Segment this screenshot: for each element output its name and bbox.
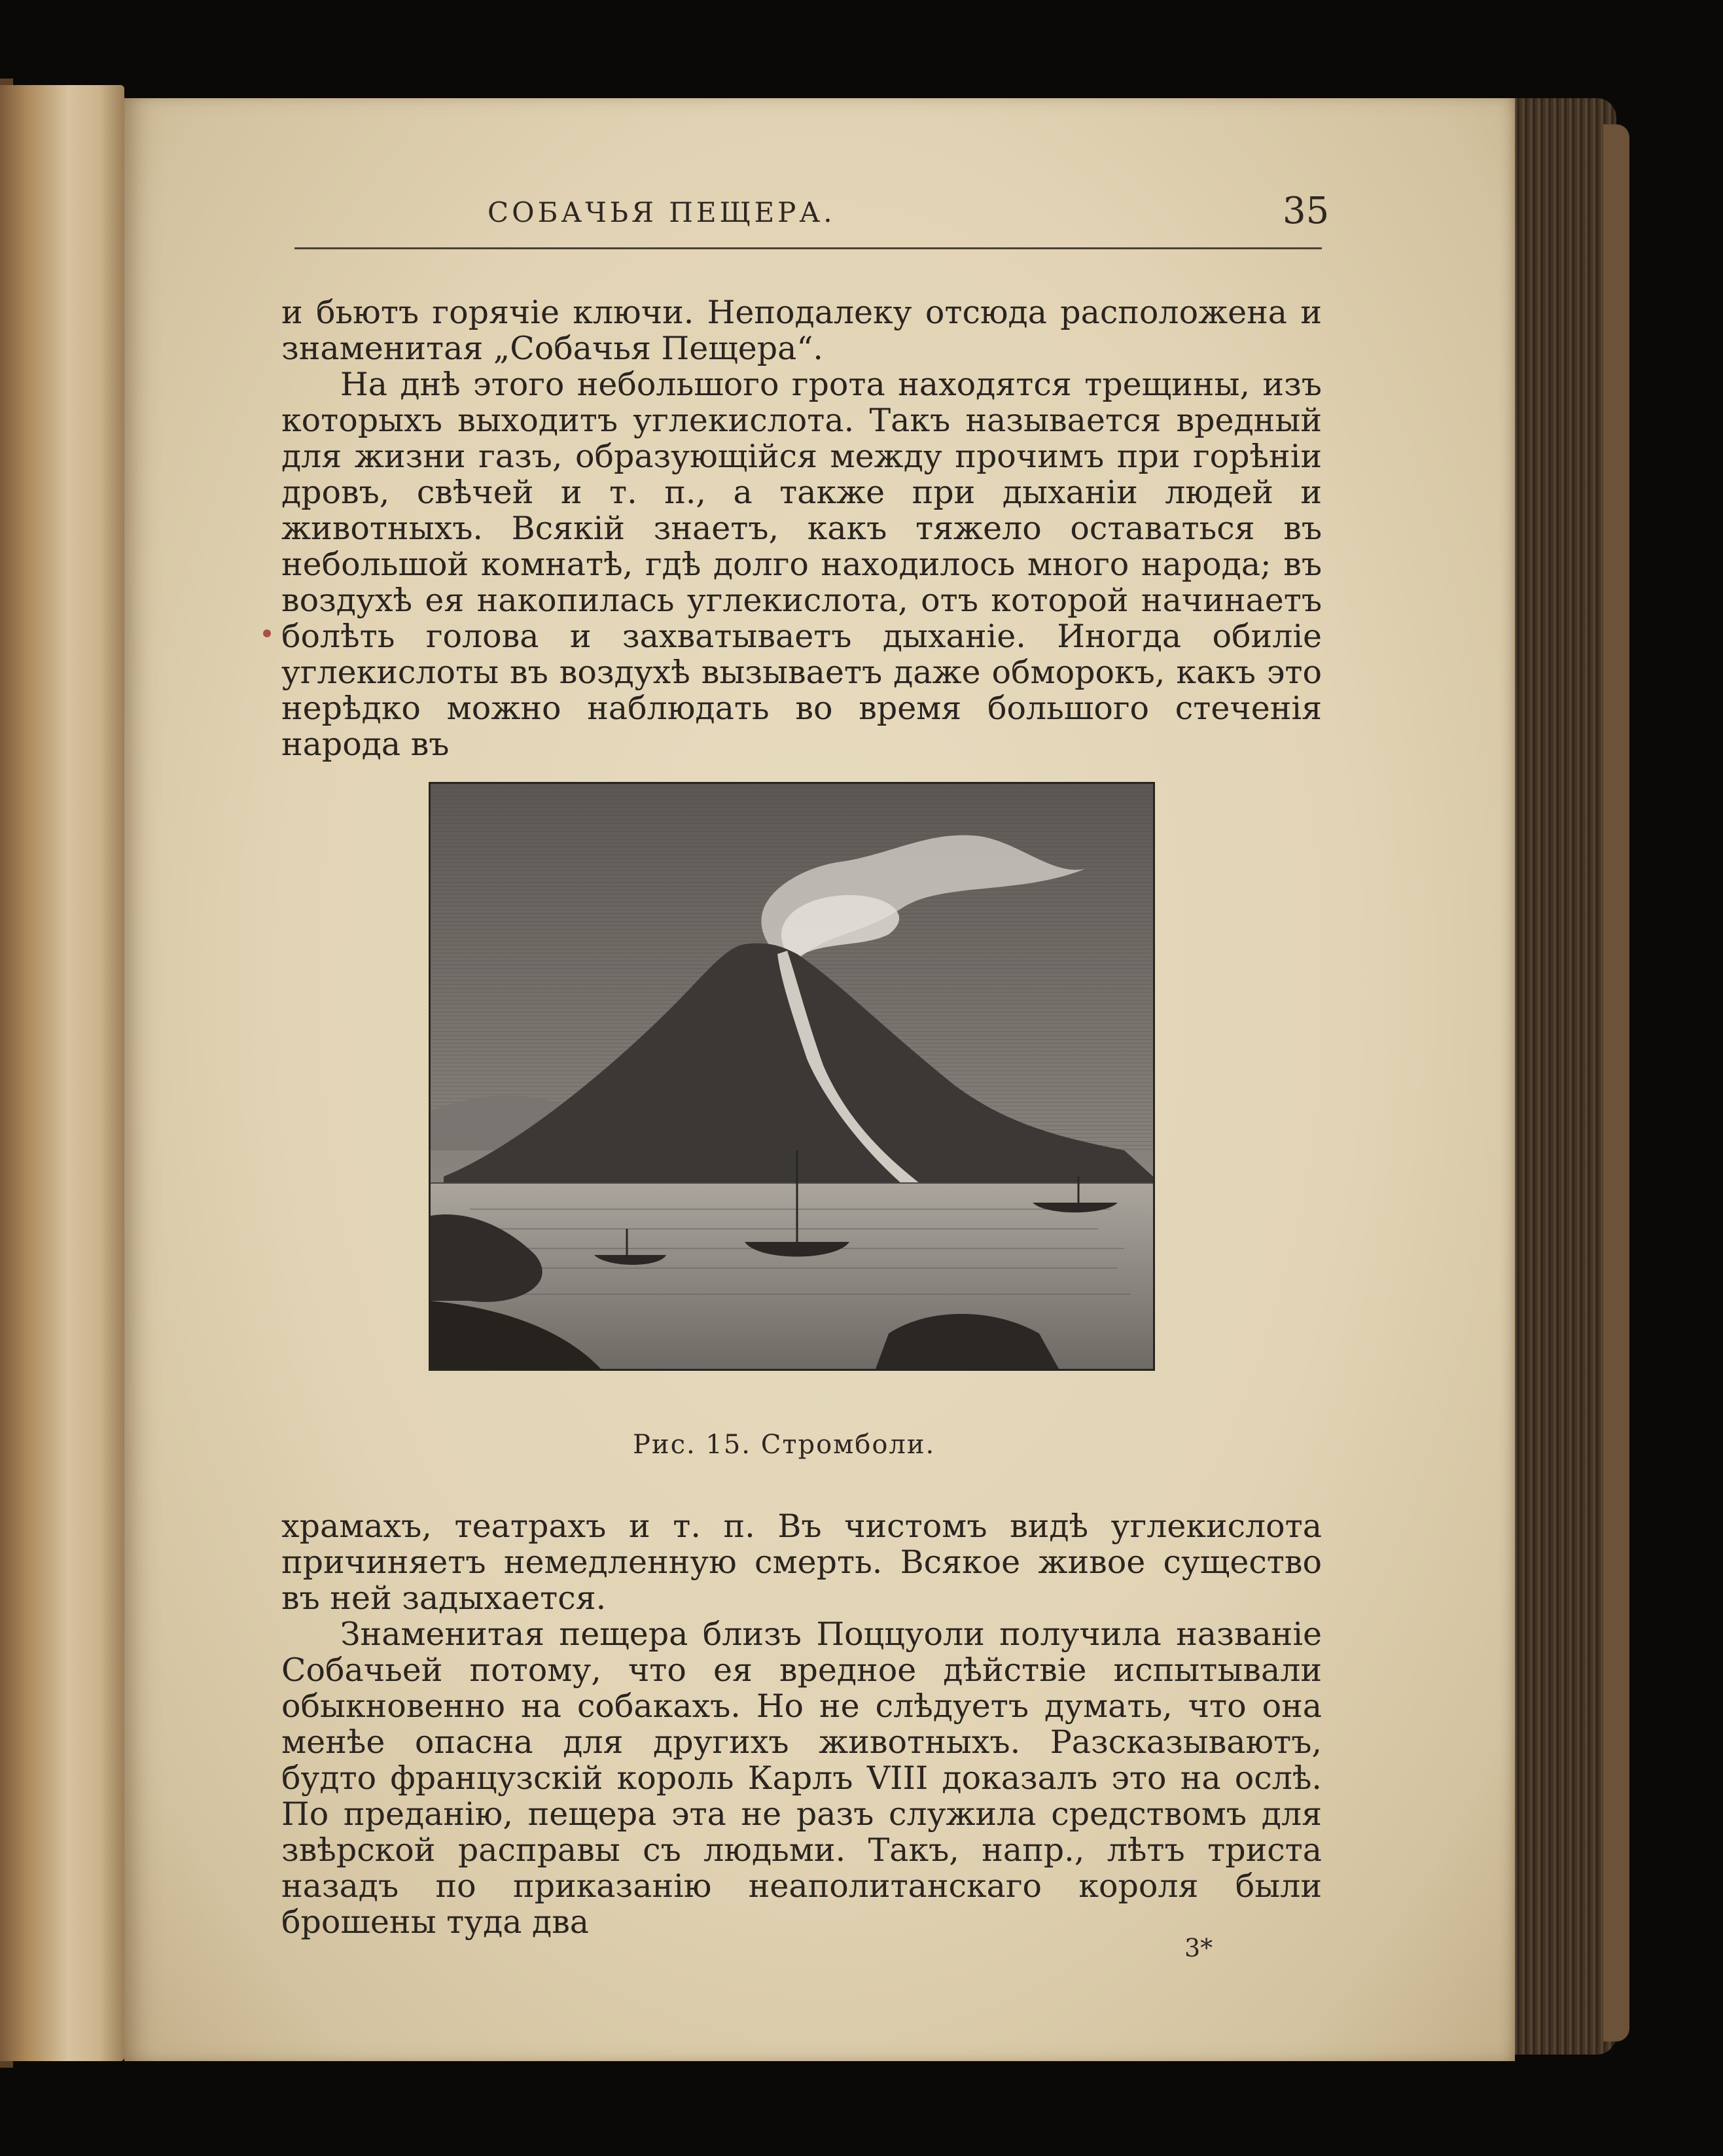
page-number: 35 [1283, 190, 1330, 232]
paragraph: храмахъ, театрахъ и т. п. Въ чистомъ видѣ углекислота причиняетъ немедленную смерть. Всякое живое существо въ ней задыхается. [281, 1508, 1322, 1617]
text-block-top [281, 294, 1322, 762]
volcano-engraving [431, 784, 1153, 1369]
text-block-bottom [281, 1508, 1322, 1940]
paragraph: Знаменитая пещера близъ Поццуоли получила названіе Собачьей потому, что ея вредное дѣйствіе испытывали обыкновенно на собакахъ. Но не слѣдуетъ думать, что она менѣе опасна для другихъ животныхъ. Разсказываютъ, будто французскій король Карлъ VIII доказалъ это на ослѣ. По преданію, пещера эта не разъ служила средствомъ для звѣрской расправы съ людьми. Такъ, напр., лѣтъ триста назадъ по приказанію неаполитанскаго короля были брошены туда два [281, 1616, 1322, 1941]
left-page-sliver [0, 85, 124, 2061]
page-edges [1505, 98, 1616, 2055]
book-page [124, 98, 1515, 2061]
paragraph: и бьютъ горячіе ключи. Неподалеку отсюда расположена и знаменитая „Собачья Пещера“. [281, 294, 1322, 367]
book-cover-right [1603, 124, 1629, 2041]
header-rule [294, 247, 1322, 249]
margin-mark [263, 629, 271, 637]
paragraph: На днѣ этого небольшого грота находятся трещины, изъ которыхъ выходитъ углекислота. Такъ называется вредный для жизни газъ, образующійся между прочимъ при горѣніи дровъ, свѣчей и т. п., а также при дыханіи людей и животныхъ. Всякій знаетъ, какъ тяжело оставаться въ небольшой комнатѣ, гдѣ долго находилось много народа; въ воздухѣ ея накопилась углекислота, отъ которой начинаетъ болѣть голова и захватываетъ дыханіе. Иногда обиліе углекислоты въ воздухѣ вызываетъ даже обморокъ, какъ это нерѣдко можно наблюдать во время большого стеченія народа въ [281, 366, 1322, 763]
figure-caption: Рис. 15. Стромболи. [633, 1430, 936, 1460]
running-title: СОБАЧЬЯ ПЕЩЕРА. [488, 196, 836, 228]
figure-stromboli [429, 782, 1155, 1371]
signature-mark: 3* [1184, 1934, 1213, 1962]
